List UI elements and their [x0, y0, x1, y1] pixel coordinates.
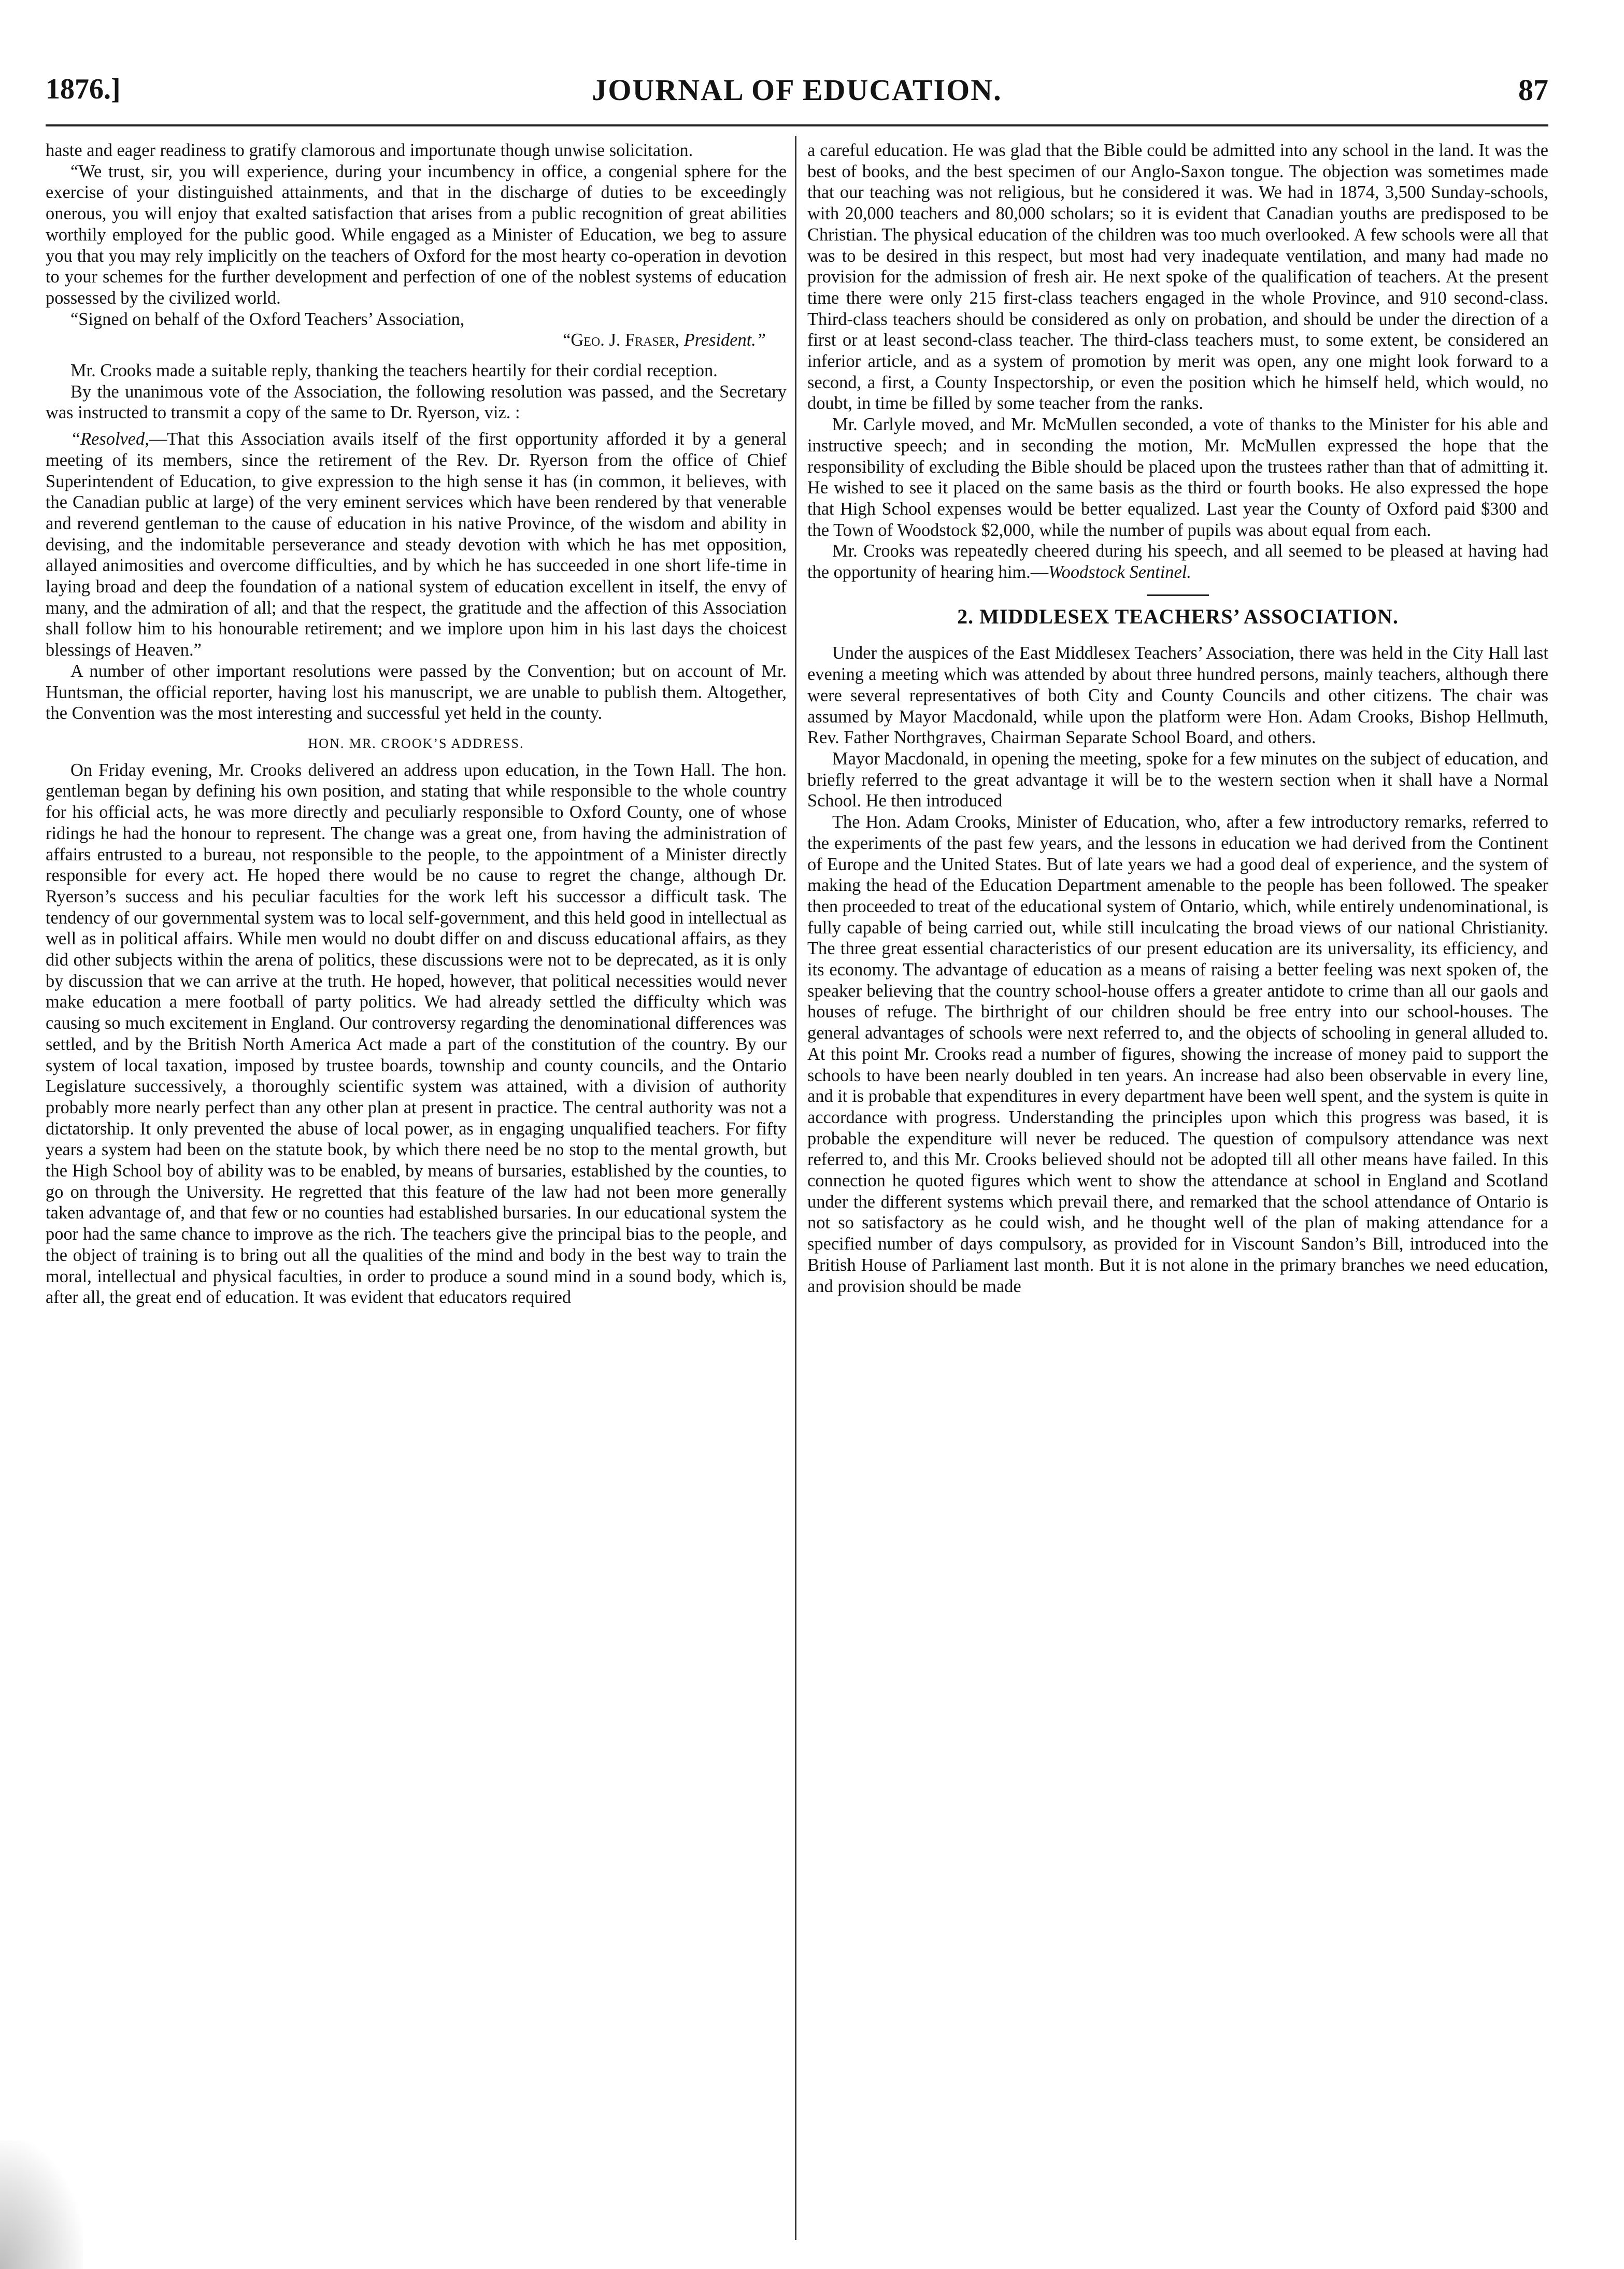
paragraph: Mr. Carlyle moved, and Mr. McMullen seconded, a vote of thanks to the Minister for his able and instructive speech; and in seconding the motion, Mr. McMullen expressed the hope that the responsibility of excluding the Bible should be placed upon the trustees rather than that of admitting it. He wished to see it placed on the same basis as the third or fourth books. He also expressed the hope that High School expenses would be better equalized. Last year the County of Oxford paid $300 and the Town of Woodstock $2,000, while the number of pupils was about equal from each.: [807, 415, 1548, 540]
page-header: [46, 62, 1548, 119]
journal-title: JOURNAL OF EDUCATION.: [592, 73, 1002, 107]
paragraph: By the unanimous vote of the Association, the following resolution was passed, and the Secretary was instructed to transmit a copy of the same to Dr. Ryerson, viz. :: [46, 381, 787, 423]
paragraph: On Friday evening, Mr. Crooks delivered an address upon education, in the Town Hall. The hon. gentleman began by defining his own position, and stating that while responsible to the whole country for his official acts, he was more directly and peculiarly responsible to Oxford County, one of whose ridings he had the honour to represent. The change was a great one, from having the administration of affairs entrusted to a bureau, not responsible to the people, to the appointment of a Minister directly responsible for every act. He hoped there would be no cause to regret the change, although Dr. Ryerson’s success and his peculiar faculties for the work left his successor a difficult task. The tendency of our governmental system was to local self-government, and this held good in intellectual as well as in political affairs. While men would no doubt differ on and discuss educational affairs, as they did other subjects within the arena of politics, these discussions were not to be deprecated, as it is only by discussion that we can arrive at the truth. He hoped, however, that political necessities would never make education a mere football of party politics. We had already settled the difficulty which was causing so much excitement in England. Our controversy regarding the denominational differences was settled, and by the British North America Act made a part of the constitution of the country. By our system of local taxation, imposed by trustee boards, township and county councils, and the Ontario Legislature successively, a thoroughly scientific system was attained, with a division of authority probably more nearly perfect than any other plan at present in practice. The central authority was not a dictatorship. It only prevented the abuse of local power, as in engaging unqualified teachers. For fifty years a system had been on the statute book, by which there need be no stop to the mental growth, but the High School boy of ability was to be enabled, by means of bursaries, established by the counties, to go on through the University. He regretted that this feature of the law had not been more generally taken advantage of, and that few or no counties had established bursaries. In our educational system the poor had the same chance to improve as the rich. The teachers give the principal bias to the people, and the object of training is to bring out all the qualities of the mind and body in the best way to train the moral, intellectual and physical faculties, in order to produce a sound mind in a sound body, which is, after all, the great end of education. It was evident that educators required: [46, 760, 787, 1308]
subheading: HON. MR. CROOK’S ADDRESS.: [308, 735, 524, 751]
paragraph: haste and eager readiness to gratify clamorous and importunate though unwise solicitation.: [46, 140, 693, 160]
paragraph: “Signed on behalf of the Oxford Teachers’ Association,: [70, 309, 465, 329]
paragraph: Under the auspices of the East Middlesex Teachers’ Association, there was held in the City Hall last evening a meeting which was attended by about three hundred persons, mainly teachers, although there were several representatives of both City and County Councils and other citizens. The chair was assumed by Mayor Macdonald, while upon the platform were Hon. Adam Crooks, Bishop Hellmuth, Rev. Father Northgraves, Chairman Separate School Board, and others.: [807, 643, 1548, 748]
signature-name: “Geo. J. Fraser,: [563, 330, 680, 350]
resolved-label: “Resolved,: [70, 429, 149, 449]
paragraph-text: Mr. Crooks was repeatedly cheered during his speech, and all seemed to be pleased at having had the opportunity of hearing him.—: [807, 541, 1548, 583]
section-rule: [1147, 594, 1209, 596]
source-citation: Woodstock Sentinel.: [1048, 562, 1191, 583]
signature-role: President.”: [683, 330, 766, 350]
header-year: 1876.]: [46, 73, 121, 105]
page-corner-wear: [0, 2140, 83, 2269]
section-heading: 2. MIDDLESEX TEACHERS’ ASSOCIATION.: [957, 604, 1399, 628]
paragraph: A number of other important resolutions were passed by the Convention; but on account of Mr. Huntsman, the official reporter, having lost his manuscript, we are unable to publish them. Altogether, the Convention was the most interesting and successful yet held in the county.: [46, 661, 787, 724]
paragraph: The Hon. Adam Crooks, Minister of Education, who, after a few introductory remarks, referred to the experiments of the past few years, and the lessons in education we had derived from the Continent of Europe and the United States. But of late years we had a good deal of experience, and the system of making the head of the Education Department amenable to the people has been followed. The speaker then proceeded to treat of the educational system of Ontario, which, while entirely undenominational, is fully capable of being carried out, while still inculcating the broad views of our national Christianity. The three great essential characteristics of our present education are its universality, its efficiency, and its economy. The advantage of education as a means of raising a better feeling was next spoken of, the speaker believing that the country school-house offers a greater antidote to crime than all our gaols and houses of refuge. The birthright of our children should be free entry into our school-houses. The general advantages of schools were next referred to, and the objects of schooling in general alluded to. At this point Mr. Crooks read a number of figures, showing the increase of money paid to support the schools to have been nearly doubled in ten years. An increase had also been observable in every line, and it is probable that expenditures in every department have been well spent, and the system is quite in accordance with progress. Understanding the principles upon which this progress was based, it is probable the expenditure will never be reduced. The question of compulsory attendance was next referred to, and this Mr. Crooks believed should not be adopted till all other means have failed. In this connection he quoted figures which went to show the attendance at school in England and Scotland under the different systems which prevail there, and remarked that the school attendance of Ontario is not so satisfactory as he could wish, and he thought well of the plan of making attendance for a specified number of days compulsory, as provided for in Viscount Sandon’s Bill, introduced into the British House of Parliament last month. But it is not alone in the primary branches we need education, and provision should be made: [807, 812, 1548, 1296]
resolution-text: —That this Association avails itself of the first opportunity afforded it by a general meeting of its members, since the retirement of the Rev. Dr. Ryerson from the office of Chief Superintendent of Education, to give expression to the high sense it has (in common, it believes, with the Canadian public at large) of the very eminent services which have been rendered by that venerable and reverend gentleman to the cause of education in his native Province, of the wisdom and ability in devising, and the indomitable perseverance and steady devotion with which he has met opposition, allayed animosities and overcome difficulties, and by which he has succeeded in one short life-time in laying broad and deep the foundation of a national system of education excellent in itself, the envy of many, and the admiration of all; and that the respect, the gratitude and the affection of this Association shall follow him to his honourable retirement; and we implore upon him in his last days the choicest blessings of Heaven.”: [46, 429, 787, 660]
paragraph: [807, 541, 1548, 583]
header-rule: [46, 124, 1548, 126]
resolution: [46, 429, 787, 661]
left-column: [46, 140, 787, 2234]
page-number: 87: [1518, 73, 1548, 107]
paragraph: a careful education. He was glad that the Bible could be admitted into any school in the land. It was the best of books, and the best specimen of our Anglo-Saxon tongue. The objection was sometimes made that our teaching was not religious, but he considered it was. We had in 1874, 3,500 Sunday-schools, with 20,000 teachers and 80,000 scholars; so it is evident that Canadian youths are predisposed to be Christian. The physical education of the children was too much overlooked. A few schools were all that was to be desired in this respect, but most had very inadequate ventilation, and many had made no provision for the admission of fresh air. He next spoke of the qualification of teachers. At the present time there were only 215 first-class teachers engaged in the whole Province, and 910 second-class. Third-class teachers should be considered as only on probation, and should be under the direction of a first or at least second-class teacher. The third-class teachers must, to some extent, be considered an inferior article, and as a system of promotion by merit was open, any one might look forward to a second, a first, a County Inspectorship, or even the position which he himself held, which would, no doubt, in time be filled by some teacher from the ranks.: [807, 140, 1548, 414]
right-column: [807, 140, 1548, 2234]
paragraph: “We trust, sir, you will experience, during your incumbency in office, a congenial sphere for the exercise of your distinguished attainments, and that in the discharge of duties to be exceedingly onerous, you will enjoy that exalted satisfaction that arises from a public recognition of great abilities worthily employed for the public good. While engaged as a Minister of Education, we beg to assure you that you may rely implicitly on the teachers of Oxford for the most hearty co-operation in devotion to your schemes for the further development and perfection of one of the noblest systems of education possessed by the civilized world.: [46, 161, 787, 308]
paragraph: Mr. Crooks made a suitable reply, thanking the teachers heartily for their cordial reception.: [70, 361, 718, 381]
signature: [46, 330, 787, 351]
column-divider: [795, 136, 796, 2240]
paragraph: Mayor Macdonald, in opening the meeting, spoke for a few minutes on the subject of education, and briefly referred to the great advantage it will be to the western section when it shall have a Normal School. He then introduced: [807, 748, 1548, 811]
